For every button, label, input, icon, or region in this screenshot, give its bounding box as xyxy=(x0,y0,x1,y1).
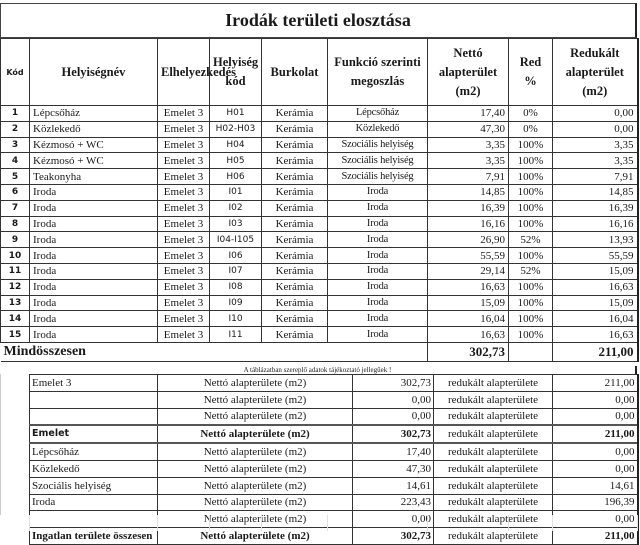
table-row xyxy=(1,216,638,232)
cell-name[interactable]: Iroda xyxy=(30,216,158,232)
cell-flooring[interactable]: Kerámia xyxy=(262,311,328,327)
cell-reduced-area[interactable]: 7,91 xyxy=(553,169,638,185)
summary-label[interactable] xyxy=(30,391,158,408)
cell-room-code[interactable]: I09 xyxy=(210,295,262,311)
sheet-title: Irodák területi elosztása xyxy=(0,3,637,38)
cell-room-code[interactable]: I04-I105 xyxy=(210,232,262,248)
summary-row xyxy=(30,494,638,511)
table-row xyxy=(1,200,638,216)
cell-flooring[interactable]: Kerámia xyxy=(262,121,328,137)
summary-red-label[interactable]: redukált alapterülete xyxy=(434,408,553,425)
cell-kod[interactable]: 10 xyxy=(1,248,30,264)
sheet-left-edge xyxy=(0,374,1,515)
summary-net[interactable]: 14,61 xyxy=(353,477,434,494)
header-room-code[interactable]: Helyiség kód xyxy=(210,39,262,106)
cell-reduced-area[interactable]: 16,16 xyxy=(553,216,638,232)
summary-red-label[interactable]: redukált alapterülete xyxy=(434,425,553,443)
table-row xyxy=(1,121,638,137)
cell-location[interactable]: Emelet 3 xyxy=(158,279,210,295)
header-flooring[interactable]: Burkolat xyxy=(262,39,328,106)
cell-room-code[interactable]: I08 xyxy=(210,279,262,295)
header-function[interactable]: Funkció szerinti megoszlás xyxy=(328,39,428,106)
room-table xyxy=(0,38,639,362)
header-location[interactable]: Elhelyezkedés xyxy=(158,39,210,106)
cell-room-code[interactable]: H01 xyxy=(210,106,262,122)
cell-name[interactable]: Iroda xyxy=(30,263,158,279)
table-row xyxy=(1,248,638,264)
cell-net-area[interactable]: 3,35 xyxy=(428,137,509,153)
cell-name[interactable]: Iroda xyxy=(30,311,158,327)
cell-flooring[interactable]: Kerámia xyxy=(262,184,328,200)
cell-net-area[interactable]: 7,91 xyxy=(428,169,509,185)
summary-row xyxy=(30,375,638,392)
cell-kod[interactable]: 12 xyxy=(1,279,30,295)
cell-room-code[interactable]: H02-H03 xyxy=(210,121,262,137)
cell-net-area[interactable]: 55,59 xyxy=(428,248,509,264)
cell-flooring[interactable]: Kerámia xyxy=(262,279,328,295)
cell-location[interactable]: Emelet 3 xyxy=(158,137,210,153)
cell-red[interactable]: 100% xyxy=(509,311,553,327)
summary-net[interactable]: 302,73 xyxy=(353,528,434,545)
empty-grid-row xyxy=(0,515,640,531)
cell-function[interactable]: Lépcsőház xyxy=(328,106,428,122)
table-row xyxy=(1,311,638,327)
summary-red-label[interactable]: redukált alapterülete xyxy=(434,391,553,408)
cell-net-area[interactable]: 3,35 xyxy=(428,153,509,169)
cell-function[interactable]: Közlekedő xyxy=(328,121,428,137)
cell-function[interactable]: Iroda xyxy=(328,295,428,311)
cell-room-code[interactable]: I02 xyxy=(210,200,262,216)
table-row xyxy=(1,106,638,122)
summary-net-label[interactable]: Nettó alapterülete (m2) xyxy=(158,425,353,443)
cell-net-area[interactable]: 26,90 xyxy=(428,232,509,248)
cell-name[interactable]: Iroda xyxy=(30,295,158,311)
cell-flooring[interactable]: Kerámia xyxy=(262,248,328,264)
cell-location[interactable]: Emelet 3 xyxy=(158,248,210,264)
cell-location[interactable]: Emelet 3 xyxy=(158,121,210,137)
cell-net-area[interactable]: 16,39 xyxy=(428,200,509,216)
cell-room-code[interactable]: I06 xyxy=(210,248,262,264)
summary-reduced[interactable]: 211,00 xyxy=(553,425,638,443)
summary-reduced[interactable]: 0,00 xyxy=(553,391,638,408)
cell-reduced-area[interactable]: 55,59 xyxy=(553,248,638,264)
summary-red-label[interactable]: redukált alapterülete xyxy=(434,528,553,545)
cell-kod[interactable]: 2 xyxy=(1,121,30,137)
cell-location[interactable]: Emelet 3 xyxy=(158,106,210,122)
cell-name[interactable]: Iroda xyxy=(30,232,158,248)
summary-row xyxy=(30,477,638,494)
cell-reduced-area[interactable]: 16,63 xyxy=(553,327,638,343)
cell-room-code[interactable]: I07 xyxy=(210,263,262,279)
cell-reduced-area[interactable]: 16,39 xyxy=(553,200,638,216)
summary-net[interactable]: 302,73 xyxy=(353,375,434,392)
cell-flooring[interactable]: Kerámia xyxy=(262,263,328,279)
cell-flooring[interactable]: Kerámia xyxy=(262,153,328,169)
cell-name[interactable]: Közlekedő xyxy=(30,121,158,137)
cell-location[interactable]: Emelet 3 xyxy=(158,169,210,185)
cell-red[interactable]: 0% xyxy=(509,121,553,137)
cell-red[interactable]: 0% xyxy=(509,106,553,122)
cell-net-area[interactable]: 16,63 xyxy=(428,279,509,295)
summary-label[interactable]: Emelet xyxy=(30,425,158,443)
total-row xyxy=(1,342,638,361)
total-red-empty[interactable] xyxy=(509,342,553,361)
summary-net-label[interactable]: Nettó alapterülete (m2) xyxy=(158,528,353,545)
summary-red-label[interactable]: redukált alapterülete xyxy=(434,443,553,460)
summary-red-label[interactable]: redukált alapterülete xyxy=(434,460,553,477)
cell-flooring[interactable]: Kerámia xyxy=(262,169,328,185)
cell-kod[interactable]: 15 xyxy=(1,327,30,343)
cell-name[interactable]: Iroda xyxy=(30,184,158,200)
summary-net-label[interactable]: Nettó alapterülete (m2) xyxy=(158,460,353,477)
summary-net[interactable]: 223,43 xyxy=(353,494,434,511)
cell-flooring[interactable]: Kerámia xyxy=(262,200,328,216)
cell-red[interactable]: 100% xyxy=(509,248,553,264)
cell-room-code[interactable]: I03 xyxy=(210,216,262,232)
cell-flooring[interactable]: Kerámia xyxy=(262,137,328,153)
cell-location[interactable]: Emelet 3 xyxy=(158,327,210,343)
table-row xyxy=(1,184,638,200)
cell-kod[interactable]: 6 xyxy=(1,184,30,200)
summary-reduced[interactable]: 0,00 xyxy=(553,408,638,425)
summary-net-label[interactable]: Nettó alapterülete (m2) xyxy=(158,494,353,511)
cell-name[interactable]: Kézmosó + WC xyxy=(30,137,158,153)
summary-label[interactable]: Ingatlan területe összesen xyxy=(30,528,158,545)
cell-net-area[interactable]: 29,14 xyxy=(428,263,509,279)
cell-location[interactable]: Emelet 3 xyxy=(158,232,210,248)
cell-room-code[interactable]: H06 xyxy=(210,169,262,185)
cell-net-area[interactable]: 16,04 xyxy=(428,311,509,327)
cell-function[interactable]: Szociális helyiség xyxy=(328,169,428,185)
cell-flooring[interactable]: Kerámia xyxy=(262,327,328,343)
cell-kod[interactable]: 11 xyxy=(1,263,30,279)
table-row xyxy=(1,295,638,311)
disclaimer-note: A táblázatban szereplő adatok tájékoztató jellegűek ! xyxy=(0,366,637,374)
summary-red-label[interactable]: redukált alapterülete xyxy=(434,494,553,511)
cell-name[interactable]: Lépcsőház xyxy=(30,106,158,122)
summary-net[interactable]: 0,00 xyxy=(353,408,434,425)
cell-reduced-area[interactable]: 14,85 xyxy=(553,184,638,200)
summary-reduced[interactable]: 211,00 xyxy=(553,528,638,545)
summary-net-label[interactable]: Nettó alapterülete (m2) xyxy=(158,511,353,528)
table-row xyxy=(1,327,638,343)
cell-location[interactable]: Emelet 3 xyxy=(158,184,210,200)
cell-kod[interactable]: 14 xyxy=(1,311,30,327)
summary-reduced[interactable]: 0,00 xyxy=(553,443,638,460)
cell-reduced-area[interactable]: 0,00 xyxy=(553,106,638,122)
summary-row xyxy=(30,425,638,443)
summary-row xyxy=(30,460,638,477)
cell-kod[interactable]: 5 xyxy=(1,169,30,185)
cell-location[interactable]: Emelet 3 xyxy=(158,216,210,232)
cell-red[interactable]: 100% xyxy=(509,295,553,311)
summary-reduced[interactable]: 196,39 xyxy=(553,494,638,511)
cell-flooring[interactable]: Kerámia xyxy=(262,295,328,311)
cell-red[interactable]: 100% xyxy=(509,153,553,169)
cell-name[interactable]: Teakonyha xyxy=(30,169,158,185)
summary-label[interactable] xyxy=(30,408,158,425)
header-red[interactable]: Red % xyxy=(509,39,553,106)
cell-function[interactable]: Iroda xyxy=(328,248,428,264)
summary-label[interactable]: Iroda xyxy=(30,494,158,511)
cell-reduced-area[interactable]: 16,63 xyxy=(553,279,638,295)
cell-red[interactable]: 100% xyxy=(509,216,553,232)
summary-net-label[interactable]: Nettó alapterülete (m2) xyxy=(158,443,353,460)
cell-red[interactable]: 100% xyxy=(509,169,553,185)
cell-kod[interactable]: 7 xyxy=(1,200,30,216)
summary-net[interactable]: 47,30 xyxy=(353,460,434,477)
cell-function[interactable]: Iroda xyxy=(328,279,428,295)
cell-net-area[interactable]: 16,16 xyxy=(428,216,509,232)
summary-net[interactable]: 0,00 xyxy=(353,391,434,408)
cell-function[interactable]: Szociális helyiség xyxy=(328,137,428,153)
summary-label[interactable]: Emelet 3 xyxy=(30,375,158,392)
cell-location[interactable]: Emelet 3 xyxy=(158,153,210,169)
cell-function[interactable]: Iroda xyxy=(328,232,428,248)
summary-net-label[interactable]: Nettó alapterülete (m2) xyxy=(158,391,353,408)
summary-net-label[interactable]: Nettó alapterülete (m2) xyxy=(158,375,353,392)
summary-label[interactable]: Lépcsőház xyxy=(30,443,158,460)
cell-reduced-area[interactable]: 3,35 xyxy=(553,153,638,169)
cell-flooring[interactable]: Kerámia xyxy=(262,216,328,232)
cell-location[interactable]: Emelet 3 xyxy=(158,263,210,279)
cell-flooring[interactable]: Kerámia xyxy=(262,232,328,248)
summary-label[interactable]: Szociális helyiség xyxy=(30,477,158,494)
cell-function[interactable]: Szociális helyiség xyxy=(328,153,428,169)
cell-room-code[interactable]: I01 xyxy=(210,184,262,200)
cell-location[interactable]: Emelet 3 xyxy=(158,311,210,327)
cell-red[interactable]: 100% xyxy=(509,184,553,200)
summary-net-label[interactable]: Nettó alapterülete (m2) xyxy=(158,408,353,425)
summary-row xyxy=(30,408,638,425)
cell-red[interactable]: 52% xyxy=(509,263,553,279)
header-kod[interactable]: Kód xyxy=(1,39,30,106)
table-row xyxy=(1,263,638,279)
total-reduced[interactable]: 211,00 xyxy=(553,342,638,361)
cell-red[interactable]: 100% xyxy=(509,137,553,153)
cell-function[interactable]: Iroda xyxy=(328,327,428,343)
total-label[interactable]: Mindösszesen xyxy=(1,342,428,361)
cell-reduced-area[interactable]: 3,35 xyxy=(553,137,638,153)
summary-row xyxy=(30,391,638,408)
summary-reduced[interactable]: 0,00 xyxy=(553,460,638,477)
summary-reduced[interactable]: 14,61 xyxy=(553,477,638,494)
cell-function[interactable]: Iroda xyxy=(328,200,428,216)
cell-name[interactable]: Iroda xyxy=(30,279,158,295)
cell-room-code[interactable]: I10 xyxy=(210,311,262,327)
header-row xyxy=(1,39,638,106)
cell-net-area[interactable]: 47,30 xyxy=(428,121,509,137)
summary-net[interactable]: 17,40 xyxy=(353,443,434,460)
cell-room-code[interactable]: H04 xyxy=(210,137,262,153)
cell-name[interactable]: Iroda xyxy=(30,248,158,264)
summary-reduced[interactable]: 211,00 xyxy=(553,375,638,392)
cell-red[interactable]: 100% xyxy=(509,279,553,295)
cell-kod[interactable]: 1 xyxy=(1,106,30,122)
table-row xyxy=(1,232,638,248)
cell-location[interactable]: Emelet 3 xyxy=(158,200,210,216)
cell-kod[interactable]: 13 xyxy=(1,295,30,311)
table-row xyxy=(1,279,638,295)
cell-kod[interactable]: 9 xyxy=(1,232,30,248)
cell-net-area[interactable]: 17,40 xyxy=(428,106,509,122)
header-name[interactable]: Helyiségnév xyxy=(30,39,158,106)
header-reduced-area[interactable]: Redukált alapterület (m2) xyxy=(553,39,638,106)
summary-reduced[interactable]: 0,00 xyxy=(553,511,638,528)
cell-red[interactable]: 100% xyxy=(509,200,553,216)
cell-reduced-area[interactable]: 16,04 xyxy=(553,311,638,327)
total-net[interactable]: 302,73 xyxy=(428,342,509,361)
cell-room-code[interactable]: I11 xyxy=(210,327,262,343)
summary-net[interactable]: 302,73 xyxy=(353,425,434,443)
cell-red[interactable]: 52% xyxy=(509,232,553,248)
cell-kod[interactable]: 8 xyxy=(1,216,30,232)
cell-function[interactable]: Iroda xyxy=(328,184,428,200)
cell-name[interactable]: Kézmosó + WC xyxy=(30,153,158,169)
summary-red-label[interactable]: redukált alapterülete xyxy=(434,375,553,392)
summary-net[interactable]: 0,00 xyxy=(353,511,434,528)
summary-net-label[interactable]: Nettó alapterülete (m2) xyxy=(158,477,353,494)
cell-kod[interactable]: 3 xyxy=(1,137,30,153)
summary-red-label[interactable]: redukált alapterülete xyxy=(434,511,553,528)
cell-red[interactable]: 100% xyxy=(509,327,553,343)
cell-reduced-area[interactable]: 15,09 xyxy=(553,263,638,279)
cell-net-area[interactable]: 15,09 xyxy=(428,295,509,311)
cell-name[interactable]: Iroda xyxy=(30,200,158,216)
cell-net-area[interactable]: 16,63 xyxy=(428,327,509,343)
cell-reduced-area[interactable]: 15,09 xyxy=(553,295,638,311)
table-row xyxy=(1,169,638,185)
cell-kod[interactable]: 4 xyxy=(1,153,30,169)
header-net-area[interactable]: Nettó alapterület (m2) xyxy=(428,39,509,106)
cell-reduced-area[interactable]: 13,93 xyxy=(553,232,638,248)
cell-location[interactable]: Emelet 3 xyxy=(158,295,210,311)
table-row xyxy=(1,137,638,153)
table-row xyxy=(1,153,638,169)
cell-net-area[interactable]: 14,85 xyxy=(428,184,509,200)
cell-flooring[interactable]: Kerámia xyxy=(262,106,328,122)
cell-function[interactable]: Iroda xyxy=(328,216,428,232)
cell-function[interactable]: Iroda xyxy=(328,311,428,327)
summary-red-label[interactable]: redukált alapterülete xyxy=(434,477,553,494)
cell-room-code[interactable]: H05 xyxy=(210,153,262,169)
summary-row xyxy=(30,443,638,460)
summary-label[interactable]: Közlekedő xyxy=(30,460,158,477)
cell-reduced-area[interactable]: 0,00 xyxy=(553,121,638,137)
cell-name[interactable]: Iroda xyxy=(30,327,158,343)
cell-function[interactable]: Iroda xyxy=(328,263,428,279)
